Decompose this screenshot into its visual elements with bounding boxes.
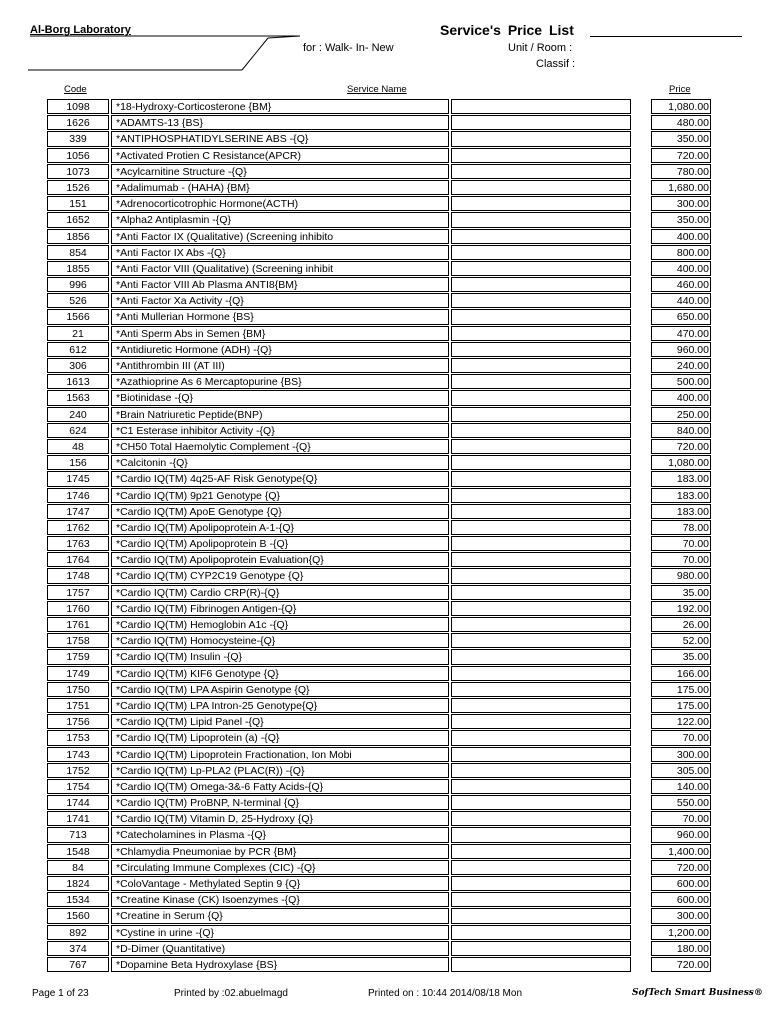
service-name: *Cardio IQ(TM) 9p21 Genotype {Q} xyxy=(111,488,449,503)
service-name: *Dopamine Beta Hydroxylase {BS} xyxy=(111,957,449,972)
blank-cell xyxy=(451,374,631,389)
unit-room-label: Unit / Room : xyxy=(508,42,573,54)
service-price: 300.00 xyxy=(651,908,711,923)
service-name: *Cardio IQ(TM) CYP2C19 Genotype {Q} xyxy=(111,568,449,583)
blank-cell xyxy=(451,212,631,227)
service-price: 305.00 xyxy=(651,763,711,778)
code-column-header: Code xyxy=(64,84,87,95)
table-row xyxy=(47,714,711,730)
service-code: 1073 xyxy=(47,164,109,179)
service-price: 960.00 xyxy=(651,827,711,842)
service-name: *Cardio IQ(TM) Insulin -{Q} xyxy=(111,649,449,664)
service-name-column-header: Service Name xyxy=(347,84,407,95)
service-name: *Cardio IQ(TM) Apolipoprotein Evaluation{Q} xyxy=(111,552,449,567)
service-code: 1744 xyxy=(47,795,109,810)
service-price: 70.00 xyxy=(651,811,711,826)
table-row xyxy=(47,908,711,924)
service-code: 1741 xyxy=(47,811,109,826)
service-code: 1626 xyxy=(47,115,109,130)
table-row xyxy=(47,164,711,180)
blank-cell xyxy=(451,293,631,308)
service-name: *Cardio IQ(TM) Lp-PLA2 (PLAC(R)) -{Q} xyxy=(111,763,449,778)
service-code: 1763 xyxy=(47,536,109,551)
service-price: 350.00 xyxy=(651,131,711,146)
table-row xyxy=(47,568,711,584)
service-name: *Biotinidase -{Q} xyxy=(111,390,449,405)
blank-cell xyxy=(451,309,631,324)
service-price: 52.00 xyxy=(651,633,711,648)
service-price: 800.00 xyxy=(651,245,711,260)
service-code: 1563 xyxy=(47,390,109,405)
service-code: 1750 xyxy=(47,682,109,697)
service-name: *D-Dimer (Quantitative) xyxy=(111,941,449,956)
service-code: 1743 xyxy=(47,747,109,762)
blank-cell xyxy=(451,261,631,276)
service-price: 183.00 xyxy=(651,504,711,519)
blank-cell xyxy=(451,326,631,341)
service-name: *Adalimumab - (HAHA) {BM} xyxy=(111,180,449,195)
service-name: *Creatine in Serum {Q} xyxy=(111,908,449,923)
table-row xyxy=(47,326,711,342)
table-row xyxy=(47,245,711,261)
for-value: Walk- In- New xyxy=(324,42,394,54)
table-row xyxy=(47,925,711,941)
service-name: *ColoVantage - Methylated Septin 9 {Q} xyxy=(111,876,449,891)
blank-cell xyxy=(451,649,631,664)
blank-cell xyxy=(451,601,631,616)
service-name: *ADAMTS-13 {BS} xyxy=(111,115,449,130)
blank-cell xyxy=(451,860,631,875)
service-name: *Azathioprine As 6 Mercaptopurine {BS} xyxy=(111,374,449,389)
table-row xyxy=(47,423,711,439)
service-name: *Cardio IQ(TM) Cardio CRP(R)-{Q} xyxy=(111,585,449,600)
service-code: 374 xyxy=(47,941,109,956)
blank-cell xyxy=(451,779,631,794)
table-row xyxy=(47,196,711,212)
blank-cell xyxy=(451,941,631,956)
blank-cell xyxy=(451,763,631,778)
service-price: 35.00 xyxy=(651,585,711,600)
service-price: 78.00 xyxy=(651,520,711,535)
table-row xyxy=(47,99,711,115)
table-row xyxy=(47,795,711,811)
for-label: for : xyxy=(303,42,322,54)
service-name: *Cardio IQ(TM) Lipoprotein (a) -{Q} xyxy=(111,730,449,745)
blank-cell xyxy=(451,407,631,422)
table-row xyxy=(47,131,711,147)
service-code: 21 xyxy=(47,326,109,341)
service-price: 440.00 xyxy=(651,293,711,308)
service-name: *Anti Factor IX (Qualitative) (Screening inhibito xyxy=(111,229,449,244)
service-name: *Cardio IQ(TM) Apolipoprotein B -{Q} xyxy=(111,536,449,551)
blank-cell xyxy=(451,585,631,600)
blank-cell xyxy=(451,811,631,826)
blank-cell xyxy=(451,148,631,163)
blank-cell xyxy=(451,682,631,697)
service-price: 1,080.00 xyxy=(651,99,711,114)
service-price: 1,200.00 xyxy=(651,925,711,940)
service-price: 1,080.00 xyxy=(651,455,711,470)
blank-cell xyxy=(451,180,631,195)
service-code: 1746 xyxy=(47,488,109,503)
table-row xyxy=(47,633,711,649)
service-name: *Cardio IQ(TM) Omega-3&-6 Fatty Acids-{Q} xyxy=(111,779,449,794)
service-price: 780.00 xyxy=(651,164,711,179)
service-price: 192.00 xyxy=(651,601,711,616)
service-price: 480.00 xyxy=(651,115,711,130)
blank-cell xyxy=(451,536,631,551)
service-price: 140.00 xyxy=(651,779,711,794)
service-code: 1560 xyxy=(47,908,109,923)
table-row xyxy=(47,860,711,876)
blank-cell xyxy=(451,876,631,891)
service-price: 250.00 xyxy=(651,407,711,422)
blank-cell xyxy=(451,358,631,373)
blank-cell xyxy=(451,455,631,470)
blank-cell xyxy=(451,390,631,405)
service-name: *Brain Natriuretic Peptide(BNP) xyxy=(111,407,449,422)
blank-cell xyxy=(451,633,631,648)
service-price: 720.00 xyxy=(651,860,711,875)
blank-cell xyxy=(451,568,631,583)
service-code: 1753 xyxy=(47,730,109,745)
printed-on: Printed on : 10:44 2014/08/18 Mon xyxy=(368,988,523,999)
service-price: 400.00 xyxy=(651,390,711,405)
service-code: 713 xyxy=(47,827,109,842)
service-name: *Anti Factor VIII Ab Plasma ANTI8{BM} xyxy=(111,277,449,292)
table-row xyxy=(47,666,711,682)
table-row xyxy=(47,747,711,763)
service-name: *Cardio IQ(TM) Fibrinogen Antigen-{Q} xyxy=(111,601,449,616)
table-row xyxy=(47,439,711,455)
service-code: 1652 xyxy=(47,212,109,227)
document-title: Service's Price List xyxy=(440,22,574,38)
service-code: 1758 xyxy=(47,633,109,648)
service-name: *Circulating Immune Complexes (CIC) -{Q} xyxy=(111,860,449,875)
table-row xyxy=(47,261,711,277)
service-name: *Cardio IQ(TM) LPA Intron-25 Genotype{Q} xyxy=(111,698,449,713)
header-divider-lines xyxy=(0,0,768,80)
service-price: 980.00 xyxy=(651,568,711,583)
service-code: 1762 xyxy=(47,520,109,535)
blank-cell xyxy=(451,617,631,632)
service-code: 892 xyxy=(47,925,109,940)
service-name: *Alpha2 Antiplasmin -{Q} xyxy=(111,212,449,227)
service-name: *Cardio IQ(TM) ApoE Genotype {Q} xyxy=(111,504,449,519)
blank-cell xyxy=(451,795,631,810)
table-row xyxy=(47,844,711,860)
table-row xyxy=(47,763,711,779)
blank-cell xyxy=(451,552,631,567)
service-code: 1856 xyxy=(47,229,109,244)
table-row xyxy=(47,730,711,746)
service-code: 1757 xyxy=(47,585,109,600)
table-row xyxy=(47,342,711,358)
table-row xyxy=(47,229,711,245)
service-price: 26.00 xyxy=(651,617,711,632)
service-price: 35.00 xyxy=(651,649,711,664)
service-code: 306 xyxy=(47,358,109,373)
service-price: 300.00 xyxy=(651,747,711,762)
service-price: 183.00 xyxy=(651,471,711,486)
service-name: *Antidiuretic Hormone (ADH) -{Q} xyxy=(111,342,449,357)
table-row xyxy=(47,374,711,390)
blank-cell xyxy=(451,827,631,842)
service-price: 1,680.00 xyxy=(651,180,711,195)
service-name: *Cardio IQ(TM) LPA Aspirin Genotype {Q} xyxy=(111,682,449,697)
service-code: 1760 xyxy=(47,601,109,616)
service-name: *Adrenocorticotrophic Hormone(ACTH) xyxy=(111,196,449,211)
service-price: 720.00 xyxy=(651,957,711,972)
blank-cell xyxy=(451,908,631,923)
table-row xyxy=(47,941,711,957)
service-name: *Cardio IQ(TM) Apolipoprotein A-1-{Q} xyxy=(111,520,449,535)
blank-cell xyxy=(451,342,631,357)
service-code: 767 xyxy=(47,957,109,972)
service-name: *C1 Esterase inhibitor Activity -{Q} xyxy=(111,423,449,438)
service-name: *Chlamydia Pneumoniae by PCR {BM} xyxy=(111,844,449,859)
service-code: 1566 xyxy=(47,309,109,324)
blank-cell xyxy=(451,277,631,292)
blank-cell xyxy=(451,115,631,130)
service-code: 1764 xyxy=(47,552,109,567)
blank-cell xyxy=(451,488,631,503)
table-row xyxy=(47,827,711,843)
service-code: 1761 xyxy=(47,617,109,632)
service-code: 1745 xyxy=(47,471,109,486)
service-price: 960.00 xyxy=(651,342,711,357)
service-name: *Cardio IQ(TM) 4q25-AF Risk Genotype{Q} xyxy=(111,471,449,486)
service-price: 400.00 xyxy=(651,261,711,276)
table-row xyxy=(47,779,711,795)
blank-cell xyxy=(451,504,631,519)
service-price: 350.00 xyxy=(651,212,711,227)
service-code: 240 xyxy=(47,407,109,422)
service-price: 550.00 xyxy=(651,795,711,810)
service-price: 300.00 xyxy=(651,196,711,211)
service-price: 70.00 xyxy=(651,730,711,745)
service-code: 1747 xyxy=(47,504,109,519)
service-price: 175.00 xyxy=(651,682,711,697)
service-code: 84 xyxy=(47,860,109,875)
table-row xyxy=(47,471,711,487)
table-row xyxy=(47,455,711,471)
blank-cell xyxy=(451,520,631,535)
blank-cell xyxy=(451,196,631,211)
service-name: *Anti Mullerian Hormone {BS} xyxy=(111,309,449,324)
service-code: 996 xyxy=(47,277,109,292)
service-price: 183.00 xyxy=(651,488,711,503)
service-price: 840.00 xyxy=(651,423,711,438)
service-price: 240.00 xyxy=(651,358,711,373)
service-code: 1824 xyxy=(47,876,109,891)
service-code: 156 xyxy=(47,455,109,470)
service-name: *Anti Factor VIII (Qualitative) (Screening inhibit xyxy=(111,261,449,276)
service-price: 166.00 xyxy=(651,666,711,681)
blank-cell xyxy=(451,439,631,454)
service-code: 1526 xyxy=(47,180,109,195)
for-field xyxy=(300,42,394,54)
classif-label: Classif : xyxy=(536,58,576,70)
service-code: 1751 xyxy=(47,698,109,713)
service-code: 1534 xyxy=(47,892,109,907)
lab-name: Al-Borg Laboratory xyxy=(30,24,131,36)
brand-logo: SofTech Smart Business® xyxy=(632,988,763,998)
service-price: 650.00 xyxy=(651,309,711,324)
table-row xyxy=(47,212,711,228)
table-row xyxy=(47,293,711,309)
printed-by: Printed by :02.abuelmagd xyxy=(174,988,288,999)
service-price: 720.00 xyxy=(651,439,711,454)
service-code: 854 xyxy=(47,245,109,260)
service-name: *Creatine Kinase (CK) Isoenzymes -{Q} xyxy=(111,892,449,907)
price-column-header: Price xyxy=(669,84,691,95)
service-code: 1613 xyxy=(47,374,109,389)
service-name: *Acylcarnitine Structure -{Q} xyxy=(111,164,449,179)
blank-cell xyxy=(451,892,631,907)
service-price: 600.00 xyxy=(651,892,711,907)
table-row xyxy=(47,358,711,374)
table-row xyxy=(47,957,711,973)
service-code: 1752 xyxy=(47,763,109,778)
blank-cell xyxy=(451,714,631,729)
service-price: 470.00 xyxy=(651,326,711,341)
service-name: *Cardio IQ(TM) Lipid Panel -{Q} xyxy=(111,714,449,729)
table-row xyxy=(47,488,711,504)
service-price: 460.00 xyxy=(651,277,711,292)
table-row xyxy=(47,617,711,633)
service-code: 339 xyxy=(47,131,109,146)
service-price: 1,400.00 xyxy=(651,844,711,859)
table-row xyxy=(47,180,711,196)
table-row xyxy=(47,309,711,325)
blank-cell xyxy=(451,730,631,745)
service-code: 48 xyxy=(47,439,109,454)
service-code: 1056 xyxy=(47,148,109,163)
service-name: *Cystine in urine -{Q} xyxy=(111,925,449,940)
service-name: *Anti Factor Xa Activity -{Q} xyxy=(111,293,449,308)
service-price: 180.00 xyxy=(651,941,711,956)
price-table xyxy=(47,99,711,973)
service-code: 526 xyxy=(47,293,109,308)
service-code: 1756 xyxy=(47,714,109,729)
blank-cell xyxy=(451,423,631,438)
blank-cell xyxy=(451,844,631,859)
table-row xyxy=(47,407,711,423)
blank-cell xyxy=(451,747,631,762)
service-name: *CH50 Total Haemolytic Complement -{Q} xyxy=(111,439,449,454)
service-price: 122.00 xyxy=(651,714,711,729)
service-name: *Cardio IQ(TM) ProBNP, N-terminal {Q} xyxy=(111,795,449,810)
service-name: *Calcitonin -{Q} xyxy=(111,455,449,470)
service-name: *Cardio IQ(TM) KIF6 Genotype {Q} xyxy=(111,666,449,681)
service-name: *Anti Sperm Abs in Semen {BM} xyxy=(111,326,449,341)
table-row xyxy=(47,390,711,406)
service-code: 151 xyxy=(47,196,109,211)
blank-cell xyxy=(451,229,631,244)
service-price: 70.00 xyxy=(651,536,711,551)
table-row xyxy=(47,520,711,536)
table-row xyxy=(47,811,711,827)
service-name: *18-Hydroxy-Corticosterone {BM} xyxy=(111,99,449,114)
page-number: Page 1 of 23 xyxy=(32,988,89,999)
service-name: *Cardio IQ(TM) Hemoglobin A1c -{Q} xyxy=(111,617,449,632)
service-code: 1748 xyxy=(47,568,109,583)
service-name: *Cardio IQ(TM) Lipoprotein Fractionation, Ion Mobi xyxy=(111,747,449,762)
table-row xyxy=(47,504,711,520)
blank-cell xyxy=(451,164,631,179)
service-code: 1759 xyxy=(47,649,109,664)
blank-cell xyxy=(451,666,631,681)
table-row xyxy=(47,552,711,568)
blank-cell xyxy=(451,471,631,486)
service-price: 400.00 xyxy=(651,229,711,244)
table-row xyxy=(47,682,711,698)
table-row xyxy=(47,698,711,714)
blank-cell xyxy=(451,99,631,114)
blank-cell xyxy=(451,131,631,146)
service-name: *Cardio IQ(TM) Homocysteine-{Q} xyxy=(111,633,449,648)
service-price: 500.00 xyxy=(651,374,711,389)
service-code: 1754 xyxy=(47,779,109,794)
service-name: *Antithrombin III (AT III) xyxy=(111,358,449,373)
table-row xyxy=(47,601,711,617)
service-name: *ANTIPHOSPHATIDYLSERINE ABS -{Q} xyxy=(111,131,449,146)
table-row xyxy=(47,536,711,552)
service-name: *Catecholamines in Plasma -{Q} xyxy=(111,827,449,842)
blank-cell xyxy=(451,698,631,713)
table-row xyxy=(47,892,711,908)
service-code: 1749 xyxy=(47,666,109,681)
table-row xyxy=(47,876,711,892)
service-name: *Anti Factor IX Abs -{Q} xyxy=(111,245,449,260)
table-row xyxy=(47,585,711,601)
service-price: 720.00 xyxy=(651,148,711,163)
service-code: 1098 xyxy=(47,99,109,114)
service-name: *Activated Protien C Resistance(APCR) xyxy=(111,148,449,163)
service-code: 1855 xyxy=(47,261,109,276)
service-name: *Cardio IQ(TM) Vitamin D, 25-Hydroxy {Q} xyxy=(111,811,449,826)
blank-cell xyxy=(451,925,631,940)
service-code: 1548 xyxy=(47,844,109,859)
table-row xyxy=(47,148,711,164)
service-price: 70.00 xyxy=(651,552,711,567)
service-code: 612 xyxy=(47,342,109,357)
service-code: 624 xyxy=(47,423,109,438)
blank-cell xyxy=(451,245,631,260)
table-row xyxy=(47,277,711,293)
blank-cell xyxy=(451,957,631,972)
service-price: 175.00 xyxy=(651,698,711,713)
service-price: 600.00 xyxy=(651,876,711,891)
table-row xyxy=(47,649,711,665)
table-row xyxy=(47,115,711,131)
